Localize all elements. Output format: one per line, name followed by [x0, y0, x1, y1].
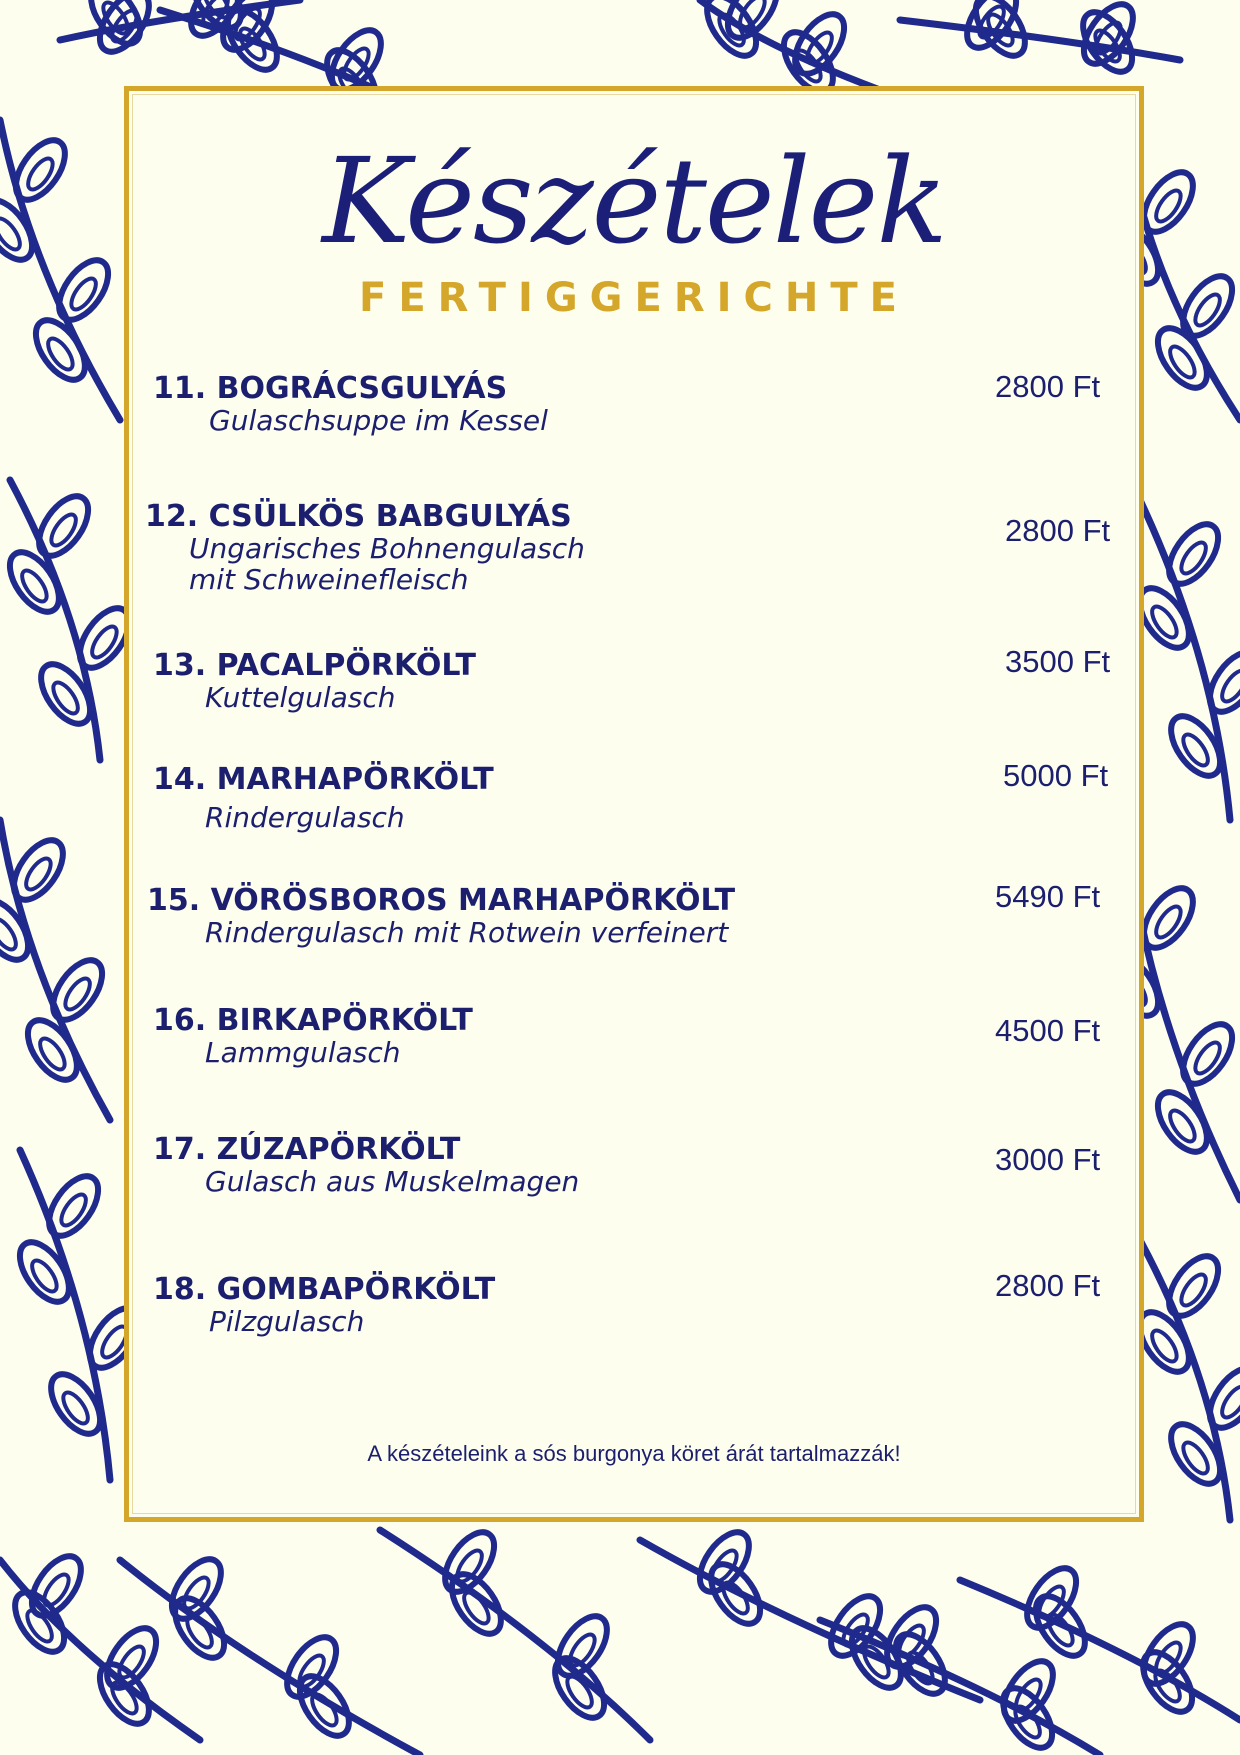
- dish-description: Rindergulasch mit Rotwein verfeinert: [205, 916, 729, 949]
- willow-bud: [165, 1590, 233, 1666]
- dish-description: Kuttelgulasch: [205, 681, 396, 714]
- dish-price: 5490 Ft: [995, 879, 1101, 914]
- dish-price: 4500 Ft: [995, 1013, 1101, 1048]
- dish-description: Rindergulasch: [205, 801, 405, 834]
- menu-card: [124, 86, 1144, 1522]
- dish-name: 17. ZÚZAPÖRKÖLT: [153, 1132, 461, 1167]
- willow-bud: [29, 488, 97, 564]
- dish-price: 2800 Ft: [995, 369, 1101, 404]
- branch-stem: [0, 1560, 200, 1740]
- willow-bud: [39, 1168, 107, 1244]
- dish-name: 15. VÖRÖSBOROS MARHAPÖRKÖLT: [147, 883, 736, 918]
- dish-price: 2800 Ft: [995, 1268, 1101, 1303]
- dish-description: Gulaschsuppe im Kessel: [209, 404, 548, 437]
- dish-price: 3500 Ft: [1005, 644, 1111, 679]
- page-title: Készételek: [322, 132, 946, 270]
- willow-bud: [49, 252, 117, 328]
- dish-name: 16. BIRKAPÖRKÖLT: [153, 1003, 473, 1038]
- willow-bud: [1173, 1016, 1240, 1092]
- footnote: A készételeink a sós burgonya köret árát tartalmazzák!: [367, 1441, 901, 1466]
- branch-stem: [900, 20, 1180, 60]
- willow-bud: [290, 1668, 358, 1744]
- dish-name: 13. PACALPÖRKÖLT: [153, 648, 476, 683]
- willow-bud: [1159, 1248, 1227, 1324]
- dish-name: 18. GOMBAPÖRKÖLT: [153, 1272, 496, 1307]
- dish-price: 2800 Ft: [1005, 513, 1111, 548]
- willow-bud: [435, 1524, 503, 1600]
- branch-stem: [640, 1540, 980, 1700]
- dish-description: Ungarisches Bohnengulasch mit Schweinefleisch: [189, 532, 585, 596]
- dish-name: 14. MARHAPÖRKÖLT: [153, 762, 494, 797]
- dish-description: Gulasch aus Muskelmagen: [205, 1165, 580, 1198]
- willow-bud: [1134, 880, 1202, 956]
- branch-stem: [120, 1560, 420, 1755]
- dish-price: 5000 Ft: [1003, 758, 1109, 793]
- dish-description: Lammgulasch: [205, 1036, 401, 1069]
- page-subtitle: FERTIGGERICHTE: [359, 275, 909, 321]
- dish-name: 11. BOGRÁCSGULYÁS: [153, 371, 508, 406]
- willow-bud: [6, 132, 74, 208]
- willow-bud: [1134, 164, 1202, 240]
- willow-bud: [548, 1608, 616, 1684]
- willow-bud: [43, 952, 111, 1028]
- willow-bud: [442, 1566, 510, 1642]
- willow-bud: [97, 1620, 165, 1696]
- dish-description: Pilzgulasch: [209, 1305, 365, 1338]
- dish-price: 3000 Ft: [995, 1142, 1101, 1177]
- willow-bud: [545, 1650, 613, 1726]
- branch-stem: [380, 1530, 650, 1740]
- willow-bud: [4, 832, 72, 908]
- willow-bud: [1159, 516, 1227, 592]
- dish-name: 12. CSÜLKÖS BABGULYÁS: [145, 499, 572, 534]
